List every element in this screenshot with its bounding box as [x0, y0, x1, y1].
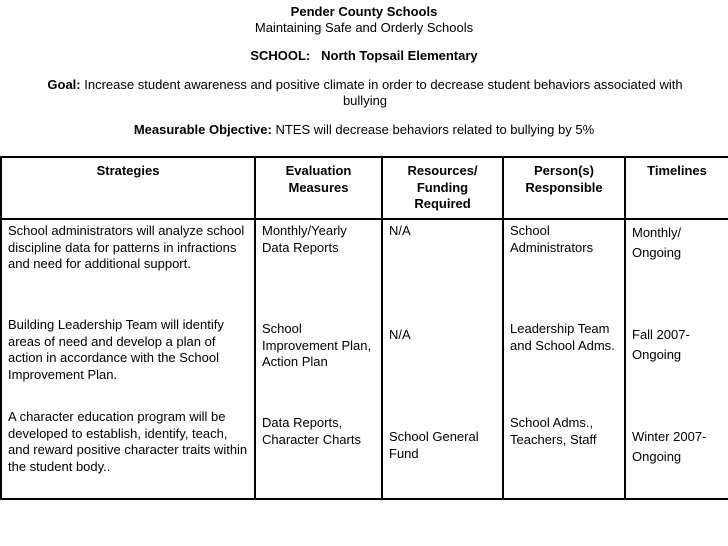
resources-3: School General Fund	[389, 429, 479, 461]
header-evaluation-measures: Evaluation Measures	[255, 157, 382, 219]
persons-2: Leadership Team and School Adms.	[510, 321, 615, 353]
persons-3: School Adms., Teachers, Staff	[510, 415, 597, 447]
strategies-cell	[1, 219, 255, 499]
header-timelines: Timelines	[625, 157, 728, 219]
resources-2: N/A	[389, 327, 411, 342]
timelines-2: Fall 2007- Ongoing	[632, 327, 690, 362]
goal-text: Increase student awareness and positive climate in order to decrease student behaviors associated with bullying	[84, 77, 683, 108]
action-plan-table	[0, 156, 728, 500]
header-strategies: Strategies	[1, 157, 255, 219]
table-row	[1, 219, 728, 499]
resources-cell	[382, 219, 503, 499]
school-name: North Topsail Elementary	[321, 48, 478, 63]
district-title: Pender County Schools	[290, 4, 438, 19]
document-subtitle: Maintaining Safe and Orderly Schools	[254, 20, 474, 35]
persons-cell	[503, 219, 625, 499]
timelines-cell	[625, 219, 728, 499]
header-resources: Resources/ Funding Required	[382, 157, 503, 219]
timelines-1: Monthly/ Ongoing	[632, 225, 682, 260]
timelines-3: Winter 2007- Ongoing	[632, 429, 707, 464]
goal-label: Goal:	[47, 77, 81, 92]
objective-text: NTES will decrease behaviors related to bullying by 5%	[275, 122, 595, 137]
objective-line	[0, 122, 728, 138]
evaluation-cell	[255, 219, 382, 499]
school-label: SCHOOL:	[250, 48, 311, 63]
evaluation-2: School Improvement Plan, Action Plan	[262, 321, 372, 369]
goal-line	[40, 77, 690, 109]
strategy-2: Building Leadership Team will identify areas of need and develop a plan of action in accordance with the School Improvement Plan.	[8, 317, 224, 382]
header-persons-responsible: Person(s) Responsible	[503, 157, 625, 219]
evaluation-3: Data Reports, Character Charts	[262, 415, 361, 447]
persons-1: School Administrators	[510, 223, 594, 255]
table-header-row	[1, 157, 728, 219]
objective-label: Measurable Objective:	[133, 122, 272, 137]
strategy-3: A character education program will be developed to establish, identify, teach, and reward positive character traits within the student body..	[8, 409, 248, 474]
strategy-1: School administrators will analyze school discipline data for patterns in infractions and need for additional support.	[8, 223, 245, 271]
school-line	[0, 48, 728, 64]
resources-1: N/A	[389, 223, 411, 238]
evaluation-1: Monthly/Yearly Data Reports	[262, 223, 347, 255]
